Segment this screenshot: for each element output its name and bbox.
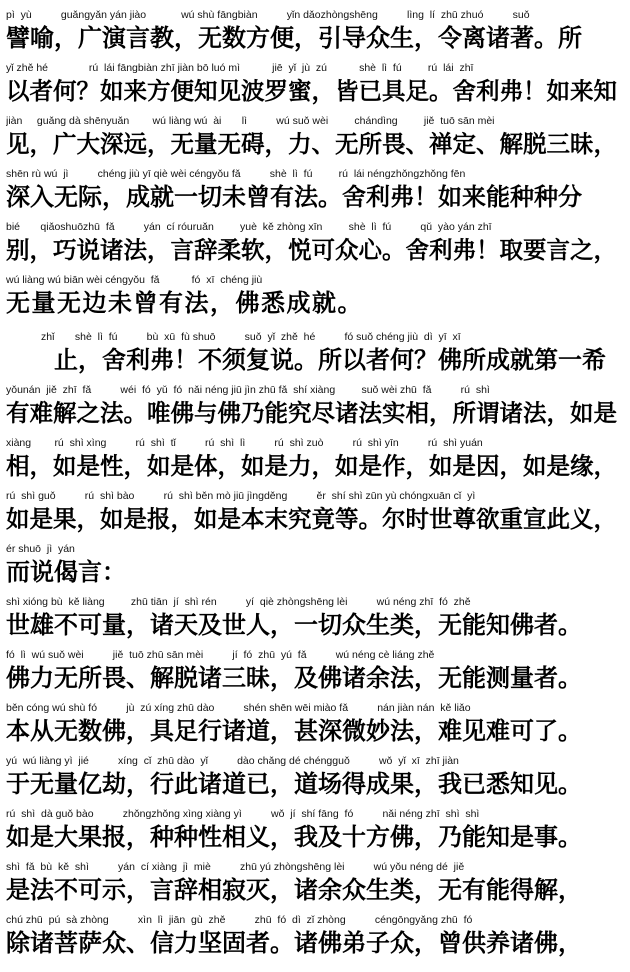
pinyin-line: xiàng rú shì xìng rú shì tǐ rú shì lì rú shì zuò rú shì yīn rú shì yuán (6, 437, 483, 449)
hanzi-line: 世雄不可量，诸天及世人，一切众生类，无能知佛者。 (6, 610, 582, 639)
pinyin-line: yú wú liàng yì jié xíng cǐ zhū dào yǐ dào chǎng dé chéngguǒ wǒ yǐ xī zhī jiàn (6, 755, 459, 767)
hanzi-line: 而说偈言： (6, 557, 126, 586)
hanzi-line: 见，广大深远，无量无碍，力、无所畏、禅定、解脱三昧， (6, 130, 617, 158)
pinyin-line: shēn rù wú jì chéng jiù yī qiè wèi céngyǒu fǎ shè lì fú rú lái néngzhǒngzhǒng fēn (6, 168, 466, 180)
pinyin-line: pì yù guǎngyǎn yán jiào wú shù fāngbiàn yǐn dǎozhòngshēng lìng lí zhū zhuó suǒ (6, 9, 530, 21)
pinyin-line: ér shuō jì yán (6, 543, 75, 555)
pinyin-line: jiàn guǎng dà shēnyuǎn wú liàng wú ài lì wú suǒ wèi chándìng jiě tuō sān mèi (6, 115, 495, 127)
pinyin-line: shì xióng bù kě liàng zhū tiān jí shì rén yí qiè zhòngshēng lèi wú néng zhī fó zhě (6, 596, 471, 608)
hanzi-line: 无量无边未曾有法，佛悉成就。 (6, 288, 363, 317)
hanzi-line: 譬喻，广演言教，无数方便，引导众生，令离诸著。所 (6, 23, 582, 52)
pinyin-line: rú shì guǒ rú shì bào rú shì běn mò jiū jìngděng ěr shí shì zūn yù chóngxuān cǐ yì (6, 490, 476, 502)
pinyin-line: rú shì dà guǒ bào zhǒngzhǒng xìng xiàng yì wǒ jí shí fāng fó nǎi néng zhī shì shì (6, 808, 480, 820)
pinyin-line: běn cóng wú shù fó jù zú xíng zhū dào shén shēn wēi miào fǎ nán jiàn nán kě liǎo (6, 702, 471, 714)
hanzi-line: 有难解之法。唯佛与佛乃能究尽诸法实相，所谓诸法，如是 (6, 399, 617, 427)
pinyin-line: zhǐ shè lì fú bù xū fù shuō suǒ yǐ zhě hé fó suǒ chéng jiù dì yī xī (6, 331, 461, 343)
hanzi-line: 如是果，如是报，如是本末究竟等。尔时世尊欲重宣此义， (6, 505, 617, 533)
hanzi-line: 于无量亿劫，行此诸道已，道场得成果，我已悉知见。 (6, 769, 582, 798)
hanzi-line: 佛力无所畏、解脱诸三昧，及佛诸余法，无能测量者。 (6, 663, 582, 692)
hanzi-line: 除诸菩萨众、信力坚固者。诸佛弟子众，曾供养诸佛， (6, 928, 582, 957)
hanzi-line: 是法不可示，言辞相寂灭，诸余众生类，无有能得解， (6, 875, 582, 904)
hanzi-line: 深入无际，成就一切未曾有法。舍利弗！如来能种种分 (6, 182, 582, 211)
hanzi-line: 别，巧说诸法，言辞柔软，悦可众心。舍利弗！取要言之， (6, 236, 617, 264)
hanzi-line: 止，舍利弗！不须复说。所以者何？佛所成就第一希 (6, 345, 606, 374)
pinyin-line: yǒunán jiě zhī fǎ wéi fó yǔ fó nǎi néng jiū jìn zhū fǎ shí xiàng suǒ wèi zhū fǎ rú shì (6, 384, 490, 396)
pinyin-line: bié qiǎoshuōzhū fǎ yán cí róuruǎn yuè kě zhòng xīn shè lì fú qǔ yào yán zhī (6, 221, 492, 233)
pinyin-line: shì fǎ bù kě shì yán cí xiàng jì miè zhū yú zhòngshēng lèi wú yǒu néng dé jiě (6, 861, 465, 873)
hanzi-line: 本从无数佛，具足行诸道，甚深微妙法，难见难可了。 (6, 716, 582, 745)
pinyin-line: yǐ zhě hé rú lái fāngbiàn zhī jiàn bō luó mì jiē yǐ jù zú shè lì fú rú lái zhī (6, 62, 474, 74)
pinyin-line: chú zhū pú sà zhòng xìn lì jiān gù zhě zhū fó dì zǐ zhòng céngōngyǎng zhū fó (6, 914, 473, 926)
hanzi-line: 相，如是性，如是体，如是力，如是作，如是因，如是缘， (6, 452, 617, 480)
pinyin-line: wú liàng wú biān wèi céngyǒu fǎ fó xī chéng jiù (6, 274, 263, 286)
hanzi-line: 以者何？如来方便知见波罗蜜，皆已具足。舍利弗！如来知 (6, 77, 617, 105)
pinyin-line: fó lì wú suǒ wèi jiě tuō zhū sān mèi jí fó zhū yú fǎ wú néng cè liáng zhě (6, 649, 435, 661)
hanzi-line: 如是大果报，种种性相义，我及十方佛，乃能知是事。 (6, 822, 582, 851)
